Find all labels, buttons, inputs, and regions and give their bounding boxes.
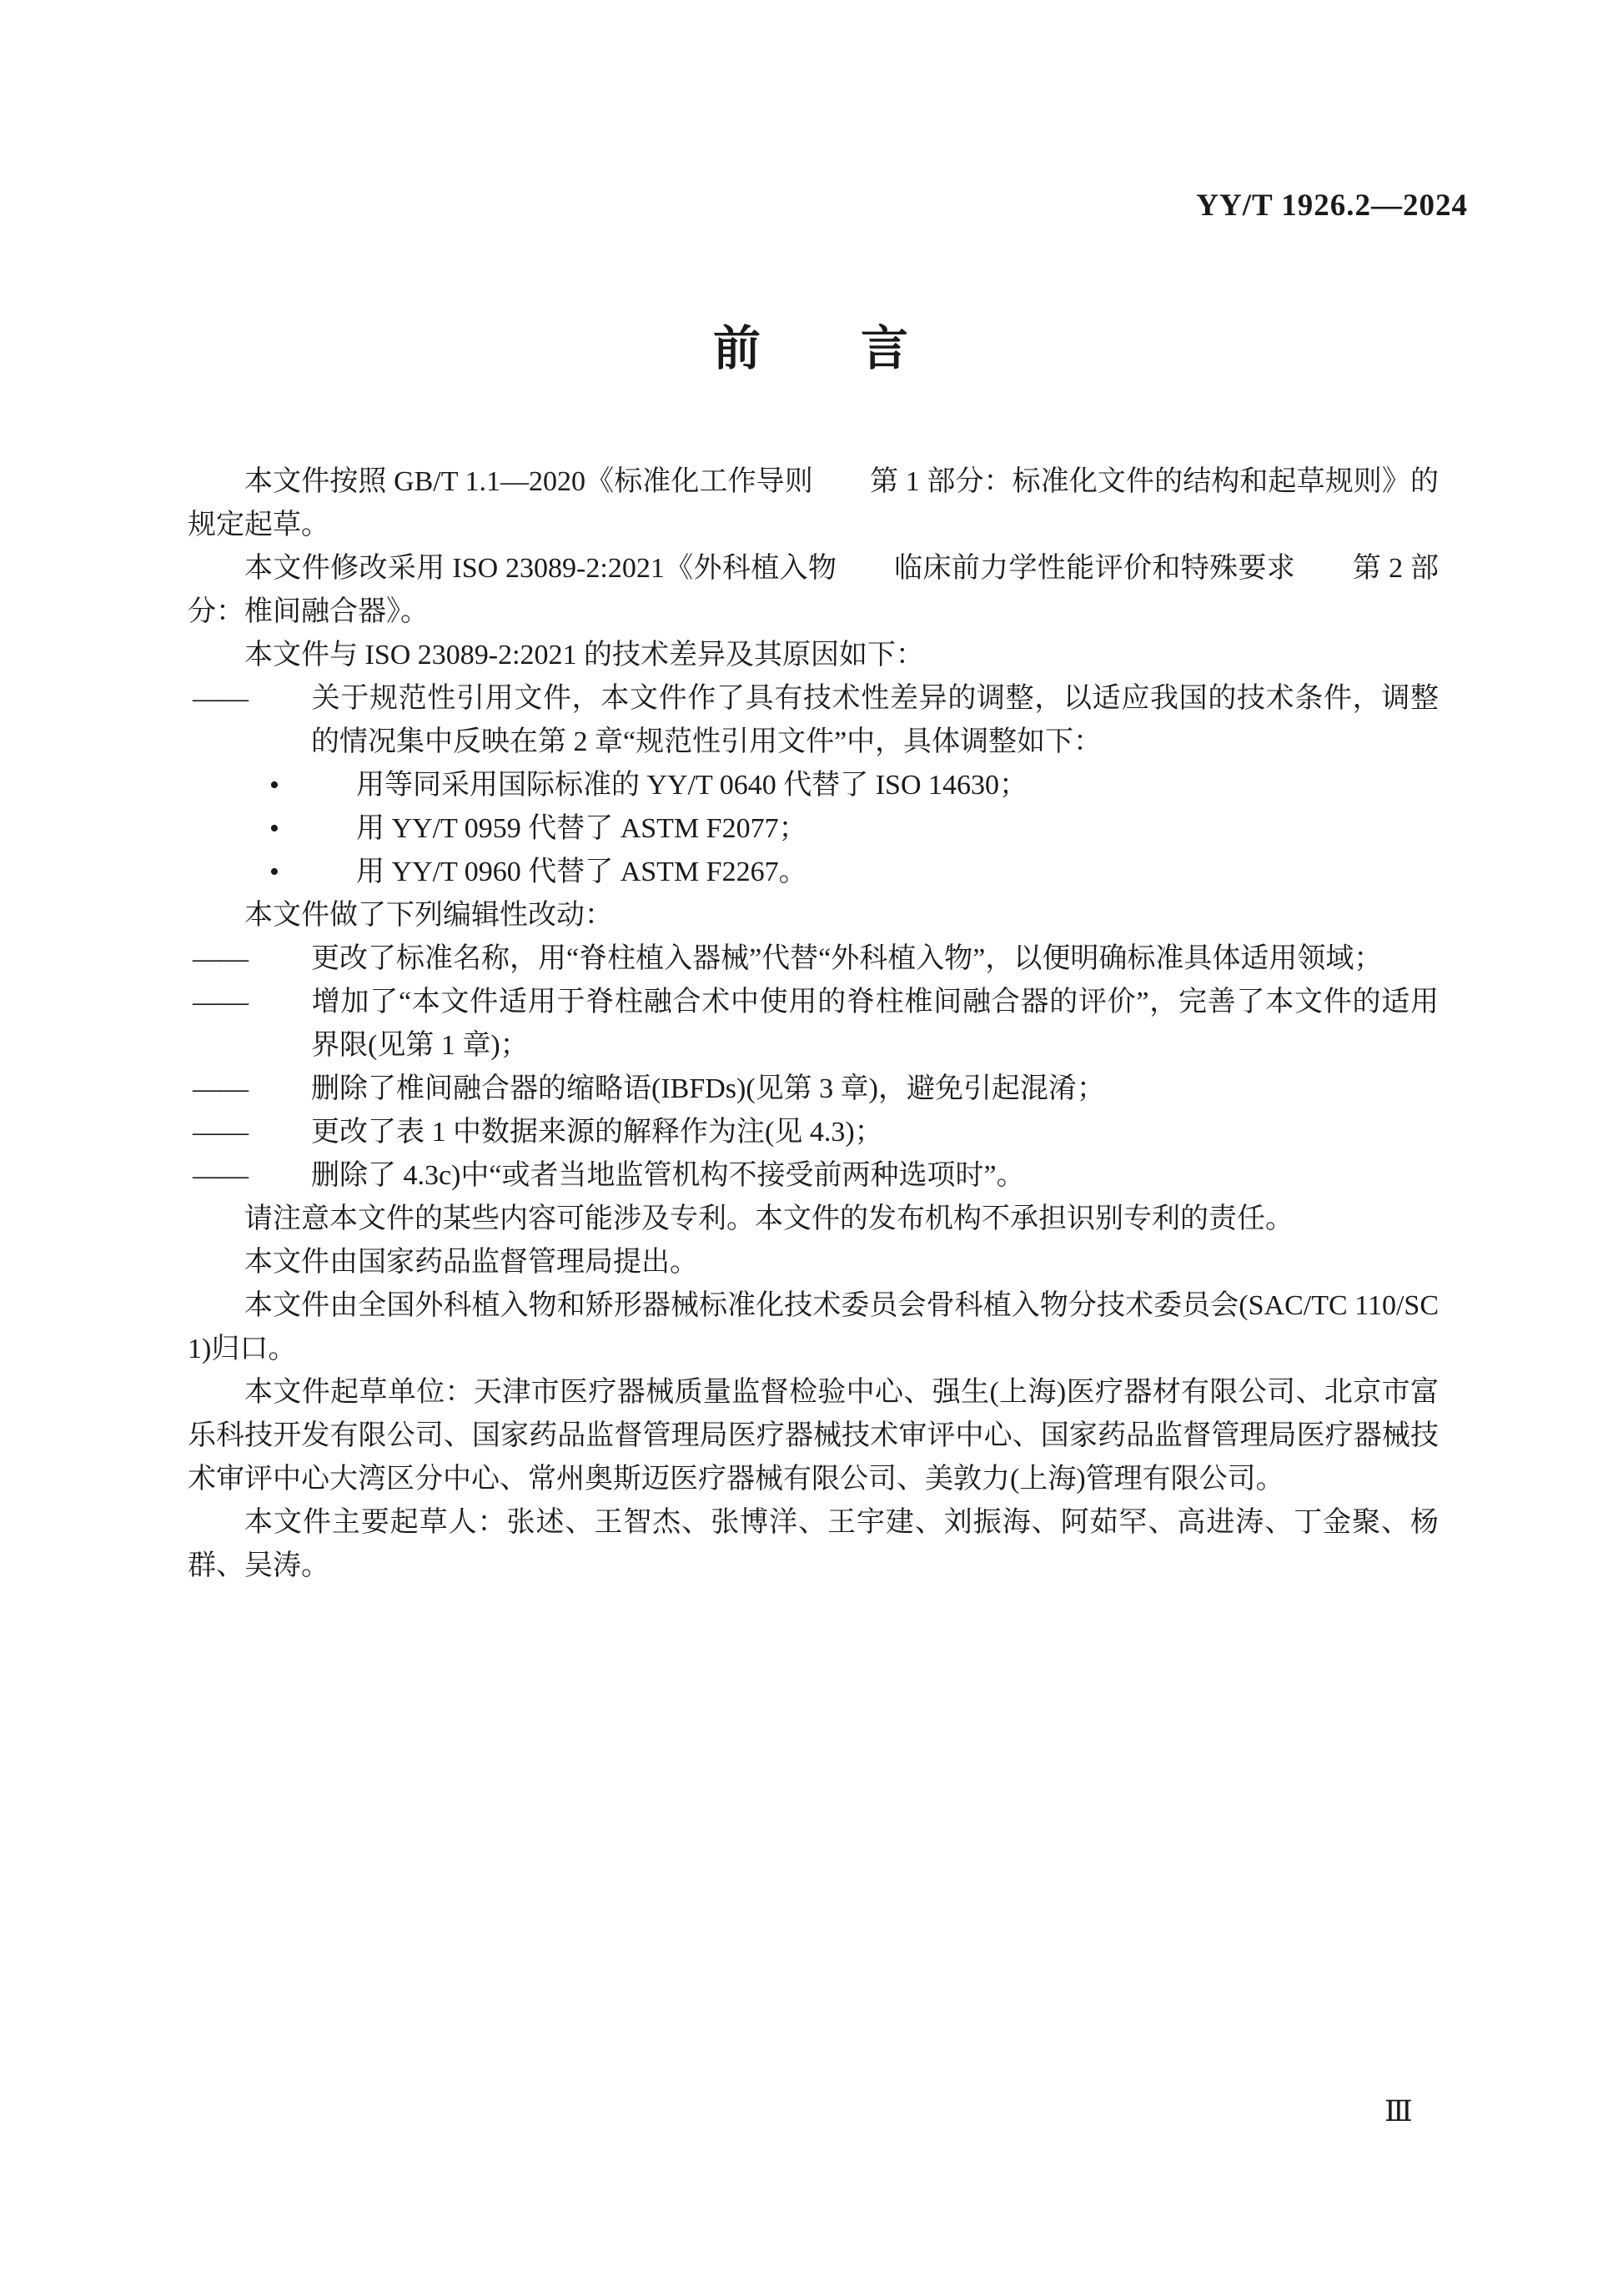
- paragraph-text: 本文件由国家药品监督管理局提出。: [244, 1247, 698, 1278]
- paragraph-text: 用 YY/T 0959 代替了 ASTM F2077；: [356, 813, 807, 844]
- list-marker: •: [269, 813, 279, 844]
- foreword-paragraph: [188, 1284, 1439, 1371]
- list-marker: ——: [193, 943, 248, 974]
- paragraph-text: 本文件起草单位：天津市医疗器械质量监督检验中心、强生(上海)医疗器材有限公司、北京市富乐科技开发有限公司、国家药品监督管理局医疗器械技术审评中心、国家药品监督管理局医疗器械技术审评中心大湾区分中心、常州奥斯迈医疗器械有限公司、美敦力(上海)管理有限公司。: [188, 1377, 1439, 1495]
- foreword-paragraph: [188, 634, 1439, 677]
- paragraph-text: 本文件由全国外科植入物和矫形器械标准化技术委员会骨科植入物分技术委员会(SAC/TC 110/SC 1)归口。: [188, 1290, 1439, 1364]
- paragraph-text: 更改了标准名称，用“脊柱植入器械”代替“外科植入物”，以便明确标准具体适用领域；: [311, 943, 1383, 974]
- standard-code-header: YY/T 1926.2—2024: [1196, 188, 1468, 223]
- paragraph-text: 本文件与 ISO 23089-2:2021 的技术差异及其原因如下：: [244, 640, 925, 671]
- paragraph-text: 关于规范性引用文件，本文件作了具有技术性差异的调整，以适应我国的技术条件，调整的情况集中反映在第 2 章“规范性引用文件”中，具体调整如下：: [311, 683, 1439, 757]
- paragraph-text: 本文件主要起草人：张述、王智杰、张博洋、王宇建、刘振海、阿茹罕、高进涛、丁金聚、杨群、吴涛。: [188, 1507, 1439, 1581]
- page-number: Ⅲ: [1384, 2095, 1413, 2128]
- paragraph-text: 本文件修改采用 ISO 23089-2:2021《外科植入物 临床前力学性能评价和特殊要求 第 2 部分：椎间融合器》。: [188, 553, 1439, 627]
- foreword-title: 前 言: [713, 323, 910, 375]
- foreword-paragraph: [188, 1241, 1439, 1284]
- foreword-paragraph: [188, 1154, 1439, 1198]
- paragraph-text: 更改了表 1 中数据来源的解释作为注(见 4.3)；: [311, 1117, 883, 1148]
- foreword-paragraph: [188, 460, 1439, 547]
- foreword-paragraph: [188, 981, 1439, 1068]
- foreword-paragraph: [188, 1371, 1439, 1501]
- foreword-paragraph: [188, 1501, 1439, 1588]
- paragraph-text: 删除了椎间融合器的缩略语(IBFDs)(见第 3 章)，避免引起混淆；: [311, 1073, 1105, 1104]
- list-marker: •: [269, 770, 279, 801]
- paragraph-text: 本文件做了下列编辑性改动：: [244, 900, 613, 931]
- foreword-body: [188, 460, 1439, 1588]
- foreword-paragraph: [188, 1198, 1439, 1241]
- foreword-paragraph: [188, 547, 1439, 634]
- foreword-paragraph: [188, 937, 1439, 981]
- paragraph-text: 增加了“本文件适用于脊柱融合术中使用的脊柱椎间融合器的评价”，完善了本文件的适用界限(见第 1 章)；: [311, 987, 1439, 1061]
- list-marker: ——: [193, 683, 248, 714]
- list-marker: ——: [193, 1073, 248, 1104]
- paragraph-text: 用 YY/T 0960 代替了 ASTM F2267。: [356, 857, 807, 887]
- foreword-paragraph: [188, 851, 1439, 894]
- foreword-paragraph: [188, 677, 1439, 764]
- foreword-paragraph: [188, 1068, 1439, 1111]
- paragraph-text: 请注意本文件的某些内容可能涉及专利。本文件的发布机构不承担识别专利的责任。: [244, 1203, 1294, 1234]
- paragraph-text: 用等同采用国际标准的 YY/T 0640 代替了 ISO 14630；: [356, 770, 1028, 801]
- list-marker: ——: [193, 987, 248, 1017]
- paragraph-text: 删除了 4.3c)中“或者当地监管机构不接受前两种选项时”。: [311, 1160, 1025, 1191]
- foreword-paragraph: [188, 1111, 1439, 1154]
- foreword-paragraph: [188, 764, 1439, 807]
- foreword-paragraph: [188, 894, 1439, 937]
- list-marker: ——: [193, 1117, 248, 1148]
- list-marker: •: [269, 857, 279, 887]
- paragraph-text: 本文件按照 GB/T 1.1—2020《标准化工作导则 第 1 部分：标准化文件的结构和起草规则》的规定起草。: [188, 466, 1439, 540]
- list-marker: ——: [193, 1160, 248, 1191]
- foreword-paragraph: [188, 807, 1439, 851]
